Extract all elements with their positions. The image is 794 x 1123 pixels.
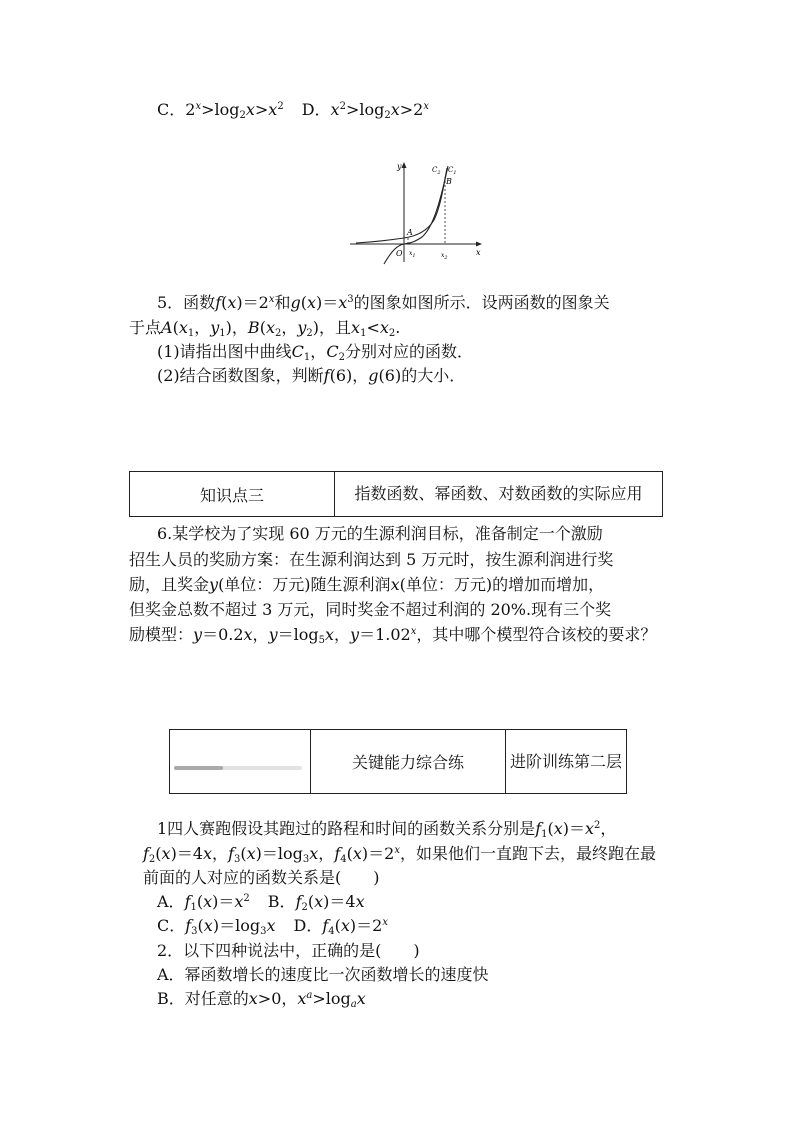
q5-line-4: (2)结合函数图象，判断f(6)，g(6)的大小． — [157, 366, 466, 385]
curve-c1 — [384, 166, 448, 264]
y-axis-arrow — [402, 162, 407, 168]
section-level: 进阶训练第二层 — [509, 751, 622, 771]
q1-options-ab: A．$f_1(x)=x^2$ B．$f_2(x)=4x$ — [157, 892, 365, 913]
knowledge-point-table — [129, 471, 663, 517]
x-axis-arrow — [476, 242, 482, 247]
option-d-label: D． — [301, 100, 331, 119]
label-x: x — [476, 248, 481, 257]
training-table — [169, 729, 627, 794]
label-x2: $x_2$ — [441, 252, 448, 261]
function-graph-figure — [348, 158, 488, 266]
q1-line-1: 1四人赛跑假设其跑过的路程和时间的函数关系分别是$f_1(x)=x^2$， — [157, 819, 617, 840]
q2-option-b: B．对任意的x>0，$x^a>\log_ax$ — [157, 989, 366, 1010]
label-c2: $C_2$ — [432, 166, 441, 176]
q5-line-1: 5．函数$f(x)=2^x$和$g(x)=x^3$的图象如图所示．设两函数的图象关 — [157, 293, 610, 312]
label-point-a: A — [407, 228, 413, 237]
q5-line-2: 于点$A(x_1$，$y_1$)，$B(x_2$，$y_2$)，且$x_1<x_2$. — [129, 318, 401, 339]
curve-c2 — [356, 168, 447, 243]
q6-line-2: 招生人员的奖励方案：在生源利润达到 5 万元时，按生源利润进行奖 — [129, 550, 614, 569]
q6-line-1: 6.某学校为了实现 60 万元的生源利润目标，准备制定一个激励 — [157, 524, 603, 543]
q2-stem: 2．以下四种说法中，正确的是( ) — [157, 941, 420, 960]
progress-bar-fill — [174, 766, 223, 770]
q1-line-2: $f_2(x)=4x$，$f_3(x)=\log_3x$，$f_4(x)=2^x$，如果他们一直跑下去，最终跑在最 — [143, 844, 656, 865]
q1-options-cd: C．$f_3(x)=\log_3x$ D．$f_4(x)=2^x$ — [157, 916, 388, 937]
section-title: 关键能力综合练 — [311, 730, 506, 793]
q6-line-5: 励模型：y＝0.2x，$y=\log_5x$，$y=1.02^x$，其中哪个模型符合该校的要求？ — [129, 625, 657, 646]
knowledge-point-label: 知识点三 — [130, 472, 335, 516]
label-y: y — [397, 162, 402, 171]
q2-option-a: A．幂函数增长的速度比一次函数增长的速度快 — [157, 965, 489, 984]
label-point-b: B — [446, 177, 452, 186]
option-c-label: C． — [157, 100, 186, 119]
progress-bar — [174, 766, 302, 770]
label-x1: $x_1$ — [409, 250, 416, 259]
progress-cell — [170, 730, 311, 793]
knowledge-point-title: 指数函数、幂函数、对数函数的实际应用 — [354, 484, 643, 503]
q1-line-3: 前面的人对应的函数关系是( ) — [143, 868, 380, 887]
q5-line-3: (1)请指出图中曲线$C_1$，$C_2$分别对应的函数． — [157, 342, 473, 363]
label-origin: O — [396, 249, 403, 258]
option-d-formula: $x^2>\log_2x>2^x$ — [330, 100, 429, 121]
question-4-options — [157, 99, 429, 121]
q6-line-4: 但奖金总数不超过 3 万元，同时奖金不超过利润的 20%.现有三个奖 — [129, 600, 612, 619]
label-c1: $C_1$ — [448, 166, 457, 176]
q6-line-3: 励，且奖金y(单位：万元)随生源利润x(单位：万元)的增加而增加， — [129, 575, 605, 594]
option-c-formula: $2^x>\log_2x>x^2$ — [185, 100, 284, 121]
